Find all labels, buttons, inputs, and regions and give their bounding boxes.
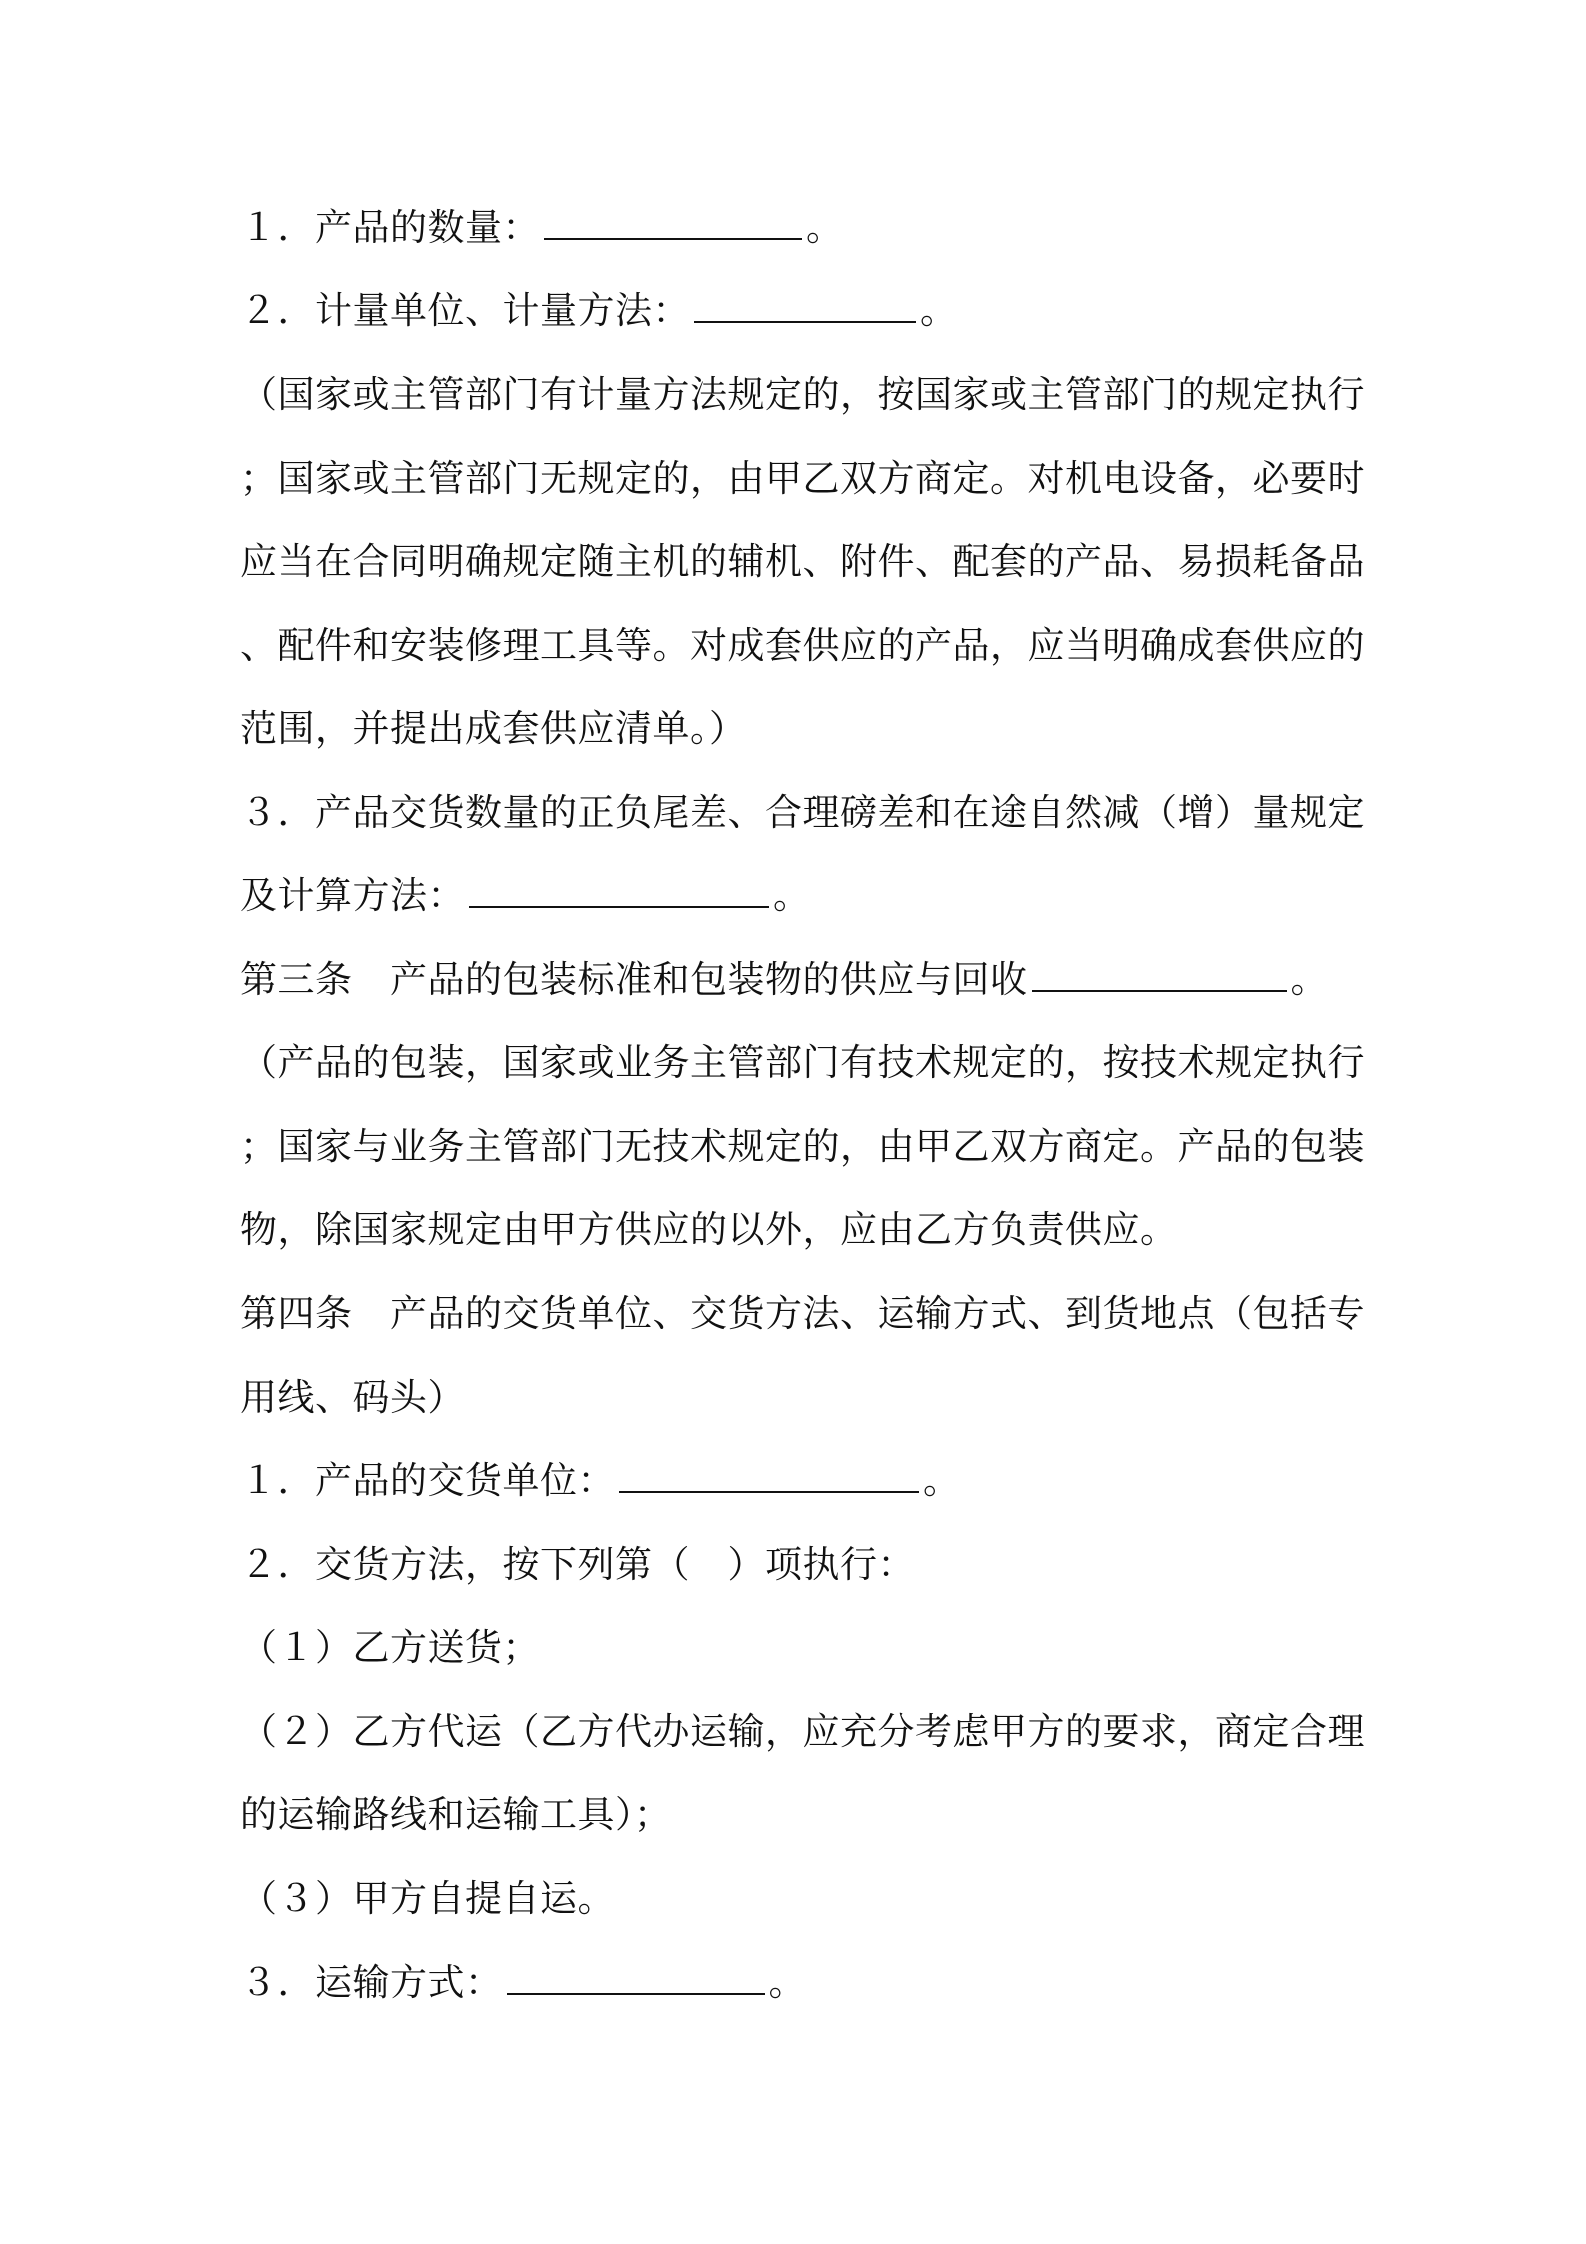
fill-in-blank[interactable]: [694, 291, 916, 323]
clause-unit-method-line: [240, 288, 1360, 334]
paragraph-line: [240, 1542, 1360, 1588]
option-item: [240, 1876, 1360, 1922]
line-end: 。: [920, 289, 958, 332]
line-text: （２）乙方代运（乙方代办运输，应充分考虑甲方的要求，商定合理: [240, 1710, 1365, 1753]
fill-in-blank[interactable]: [1032, 960, 1287, 992]
article-three-heading: [240, 957, 1360, 1003]
fill-in-blank[interactable]: [507, 1963, 765, 1995]
line-text: ；国家或主管部门无规定的，由甲乙双方商定。对机电设备，必要时: [240, 457, 1365, 500]
paragraph-line: [240, 706, 1360, 752]
line-end: 。: [806, 206, 844, 249]
line-end: 。: [923, 1459, 961, 1502]
paragraph-line: [240, 1040, 1365, 1086]
fill-in-blank[interactable]: [469, 876, 769, 908]
line-text: （国家或主管部门有计量方法规定的，按国家或主管部门的规定执行: [240, 373, 1365, 416]
paragraph-line: [240, 623, 1365, 669]
clause-quantity-line: [240, 205, 1360, 251]
line-text: ２．计量单位、计量方法：: [240, 289, 690, 332]
paragraph-line: [240, 456, 1365, 502]
line-text: （３）甲方自提自运。: [240, 1877, 615, 1920]
line-text: １．产品的交货单位：: [240, 1459, 615, 1502]
line-end: 。: [1290, 958, 1328, 1001]
fill-in-blank[interactable]: [619, 1461, 919, 1493]
line-text: 、配件和安装修理工具等。对成套供应的产品，应当明确成套供应的: [240, 624, 1365, 667]
option-item: [240, 1709, 1365, 1755]
line-text: （产品的包装，国家或业务主管部门有技术规定的，按技术规定执行: [240, 1041, 1365, 1084]
line-text: 物，除国家规定由甲方供应的以外，应由乙方负责供应。: [240, 1208, 1178, 1251]
line-text: 第四条 产品的交货单位、交货方法、运输方式、到货地点（包括专: [240, 1292, 1365, 1335]
paragraph-line: [240, 790, 1365, 836]
line-text: 及计算方法：: [240, 874, 465, 917]
line-text: ２．交货方法，按下列第（ ）项执行：: [240, 1543, 915, 1586]
line-text: （１）乙方送货；: [240, 1626, 540, 1669]
clause-transport-line: [240, 1960, 1360, 2006]
paragraph-line: [240, 372, 1365, 418]
option-item: [240, 1625, 1360, 1671]
line-text: １．产品的数量：: [240, 206, 540, 249]
paragraph-line: [240, 1375, 1360, 1421]
line-text: ；国家与业务主管部门无技术规定的，由甲乙双方商定。产品的包装: [240, 1125, 1365, 1168]
line-text: 第三条 产品的包装标准和包装物的供应与回收: [240, 958, 1028, 1001]
clause-calc-method-line: [240, 873, 1360, 919]
paragraph-line: [240, 1792, 1360, 1838]
fill-in-blank[interactable]: [544, 208, 802, 240]
paragraph-line: [240, 1124, 1365, 1170]
paragraph-line: [240, 1207, 1360, 1253]
line-text: 用线、码头）: [240, 1376, 465, 1419]
article-four-heading: [240, 1291, 1365, 1337]
paragraph-line: [240, 539, 1365, 585]
line-text: 的运输路线和运输工具）；: [240, 1793, 672, 1836]
line-end: 。: [768, 1961, 806, 2004]
line-text: 范围，并提出成套供应清单。）: [240, 707, 747, 750]
line-text: 应当在合同明确规定随主机的辅机、附件、配套的产品、易损耗备品: [240, 540, 1365, 583]
line-text: ３．产品交货数量的正负尾差、合理磅差和在途自然减（增）量规定: [240, 791, 1365, 834]
line-end: 。: [773, 874, 811, 917]
line-text: ３．运输方式：: [240, 1961, 503, 2004]
clause-delivery-unit-line: [240, 1458, 1360, 1504]
